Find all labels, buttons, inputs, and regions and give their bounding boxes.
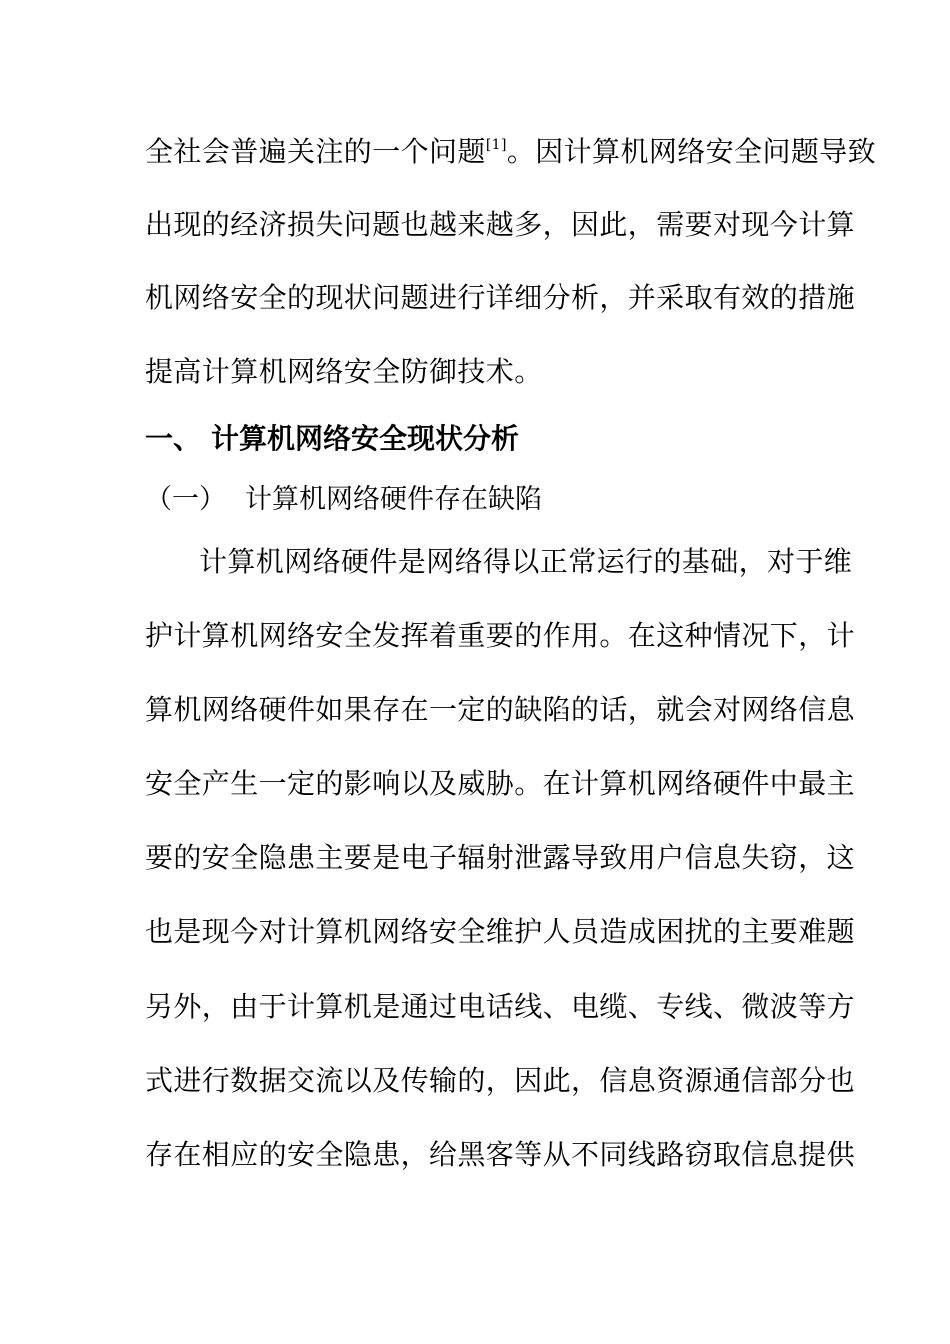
paragraph-line: 也是现今对计算机网络安全维护人员造成困扰的主要难题 bbox=[145, 915, 856, 948]
section-title: 计算机网络安全现状分析 bbox=[211, 422, 520, 455]
paragraph-line: 式进行数据交流以及传输的，因此，信息资源通信部分也 bbox=[145, 1064, 856, 1097]
subsection-number: （一） bbox=[145, 484, 226, 515]
subsection-title: 计算机网络硬件存在缺陷 bbox=[245, 484, 542, 515]
paragraph-line: 出现的经济损失问题也越来越多，因此，需要对现今计算 bbox=[145, 208, 856, 241]
paragraph-line: 机网络安全的现状问题进行详细分析，并采取有效的措施 bbox=[145, 281, 856, 314]
paragraph-line: 另外，由于计算机是通过电话线、电缆、专线、微波等方 bbox=[145, 990, 856, 1023]
section-heading bbox=[145, 422, 810, 456]
subsection-heading bbox=[145, 483, 810, 517]
paragraph-line: 存在相应的安全隐患，给黑客等从不同线路窃取信息提供 bbox=[145, 1138, 856, 1171]
paragraph-line: 提高计算机网络安全防御技术。 bbox=[145, 355, 543, 388]
citation-reference[interactable]: [1] bbox=[485, 137, 507, 153]
paragraph-line-indented: 计算机网络硬件是网络得以正常运行的基础，对于维 bbox=[199, 545, 853, 578]
paragraph-line: 安全产生一定的影响以及威胁。在计算机网络硬件中最主 bbox=[145, 767, 856, 800]
paragraph-line bbox=[145, 135, 877, 169]
paragraph-line: 护计算机网络安全发挥着重要的作用。在这种情况下，计 bbox=[145, 619, 856, 652]
paragraph-line: 要的安全隐患主要是电子辐射泄露导致用户信息失窃，这 bbox=[145, 841, 856, 874]
paragraph-line: 算机网络硬件如果存在一定的缺陷的话，就会对网络信息 bbox=[145, 693, 856, 726]
paragraph-text: 全社会普遍关注的一个问题 bbox=[145, 135, 486, 168]
section-number: 一、 bbox=[145, 422, 202, 455]
paragraph-text: 。因计算机网络安全问题导致 bbox=[506, 135, 877, 168]
